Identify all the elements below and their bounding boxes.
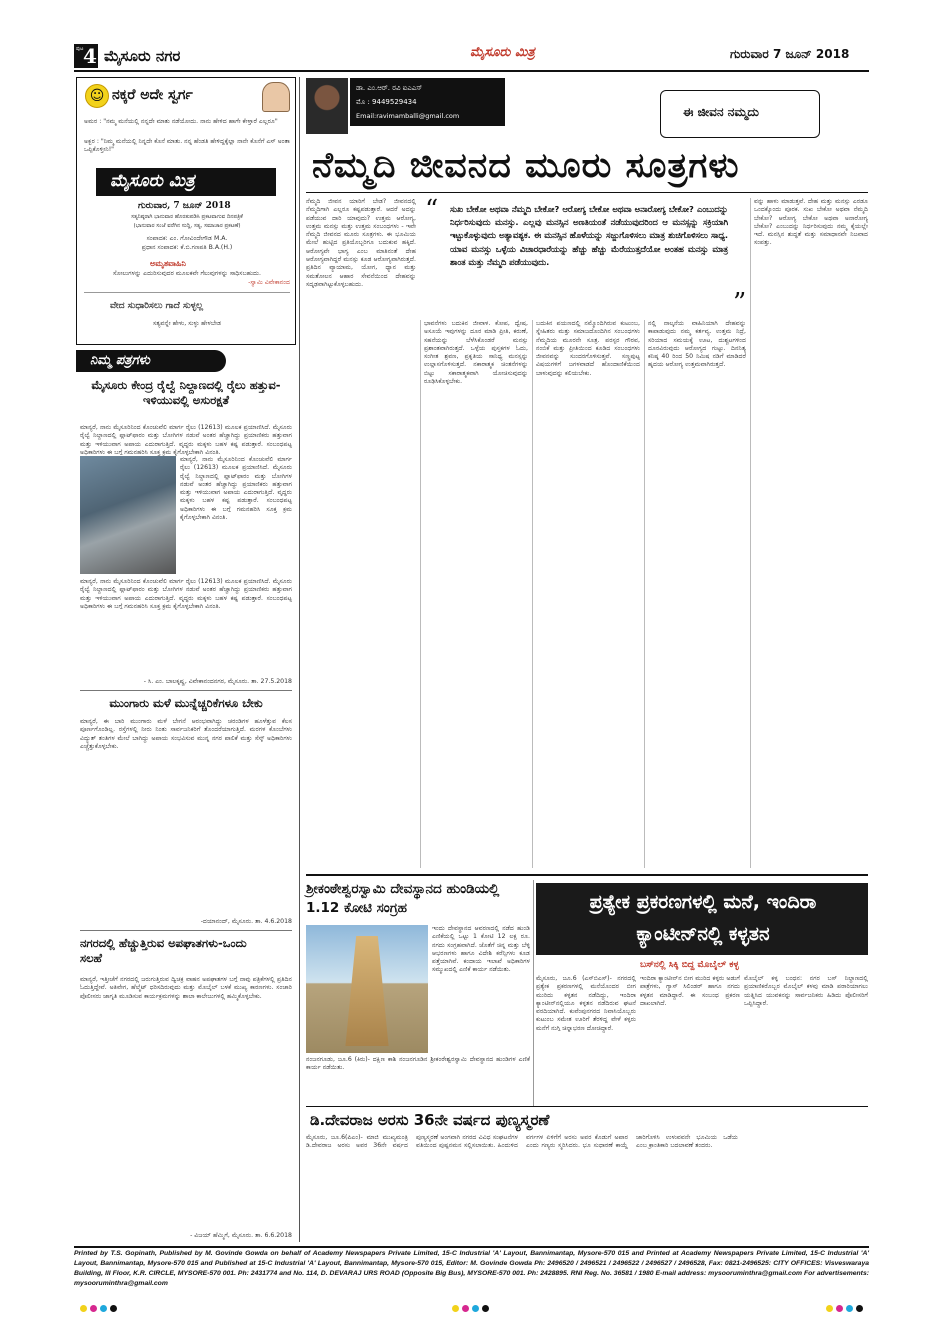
- theft-title: ಪ್ರತ್ಯೇಕ ಪ್ರಕರಣಗಳಲ್ಲಿ ಮನೆ, ಇಂದಿರಾ ಕ್ಯಾಂಟೀನ್‌ನಲ್ಲಿ ಕಳ್ಳತನ: [589, 891, 817, 945]
- footer-imprint: Printed by T.S. Gopinath, Published by M. Govinde Gowda on behalf of Academy Newspapers Private Limited, 15-C Industrial 'A' Layout, Bannimantap, Mysore-570 015 and Printed at Academy Newspapers Private Limited, 15-C Industrial 'A' Layout, Bannimantap, Mysore-570 015 and Published at 15-C Industrial 'A' Layout, Bannimantap, Mysore-570 015, Editor: M. Govinde Gowda Ph: 2496520 / 2496521 / 2496522 / 2496527 / 2496528, Fax: 0821-2496525: CITY OFFICES: Visveswaraya Building, III Floor, K.R. CIRCLE, MYSORE-570 001. Ph: 2431774 and No. 114, D. DEVARAJ URS ROAD (Opposite Big Bus), MYSORE-570 001. Ph: 2428895. RNI Reg. No. 36581 / 1980 E-mail address: mysooruminthra@gmail.com For advertisements: mysooruminthra@gmail.com: [74, 1250, 869, 1287]
- letter2-body: ಮಾನ್ಯರೆ, ಈ ಬಾರಿ ಮುಂಗಾರು ಮಳೆ ಬೇಗನೆ ಆರಂಭವಾಗಿದ್ದು ಚರಂಡಿಗಳ ಹೂಳೆತ್ತುವ ಕೆಲಸ ಪೂರ್ಣಗೊಂಡಿಲ್ಲ. ರಸ್ತೆಗಳಲ್ಲಿ ನೀರು ನಿಂತು ಸಾರ್ವಜನಿಕರಿಗೆ ತೊಂದರೆಯಾಗುತ್ತಿದೆ. ಮರಗಳ ಕೊಂಬೆಗಳು ವಿದ್ಯುತ್ ತಂತಿಗಳ ಮೇಲೆ ಬಾಗಿದ್ದು ಅಪಾಯ ಸಂಭವಿಸುವ ಮುನ್ನ ನಗರ ಪಾಲಿಕೆ ಮತ್ತು ಸೆಸ್ಕ್ ಅಧಿಕಾರಿಗಳು ಎಚ್ಚೆತ್ತುಕೊಳ್ಳಬೇಕು.: [80, 718, 292, 750]
- cartoon-icon: [262, 82, 290, 112]
- letter1-body-lower: ಮಾನ್ಯರೆ, ನಾನು ಮೈಸೂರಿನಿಂದ ಕೊಂಚುವೆಲಿ ಮಾರ್ಗ ರೈಲು (12613) ಮೂಲಕ ಪ್ರಯಾಣಿಸಿದೆ. ಮೈಸೂರು ರೈಲ್ವೆ ನಿಲ್ದಾಣದಲ್ಲಿ ಪ್ಲಾಟ್‌ಫಾರಂ ಮತ್ತು ಬೋಗಿಗಳ ನಡುವೆ ಅಂತರ ಹೆಚ್ಚಾಗಿದ್ದು ಪ್ರಯಾಣಿಕರು ಹತ್ತುವಾಗ ಮತ್ತು ಇಳಿಯುವಾಗ ಅಪಾಯ ಎದುರಾಗುತ್ತಿದೆ. ವೃದ್ಧರು ಮಕ್ಕಳು ಬಹಳ ಕಷ್ಟ ಪಡುತ್ತಾರೆ. ಸಂಬಂಧಪಟ್ಟ ಅಧಿಕಾರಿಗಳು ಈ ಬಗ್ಗೆ ಗಮನಹರಿಸಿ ಸೂಕ್ತ ಕ್ರಮ ಕೈಗೊಳ್ಳಬೇಕಾಗಿ ವಿನಂತಿ.: [80, 578, 292, 610]
- letter2-sign: -ದಯಾನಂದ್, ಮೈಸೂರು. ತಾ. 4.6.2018: [200, 918, 292, 925]
- column-col2: ಭಾವನೆಗಳು ಬದುಕಿನ ಜೀವಾಳ. ಕೋಪ, ದ್ವೇಷ, ಅಸೂಯೆ ಇವುಗಳನ್ನು ದೂರ ಮಾಡಿ ಪ್ರೀತಿ, ಕರುಣೆ, ಸಹನೆಯನ್ನು ಬೆಳೆಸಿಕೊಂಡರೆ ಮನಸ್ಸು ಪ್ರಶಾಂತವಾಗಿರುತ್ತದೆ. ಒಳ್ಳೆಯ ಪುಸ್ತಕಗಳ ಓದು, ಸಂಗೀತ ಶ್ರವಣ, ಪ್ರಕೃತಿಯ ಸಾನಿಧ್ಯ ಮನಸ್ಸನ್ನು ಉಲ್ಲಾಸಗೊಳಿಸುತ್ತದೆ. ನಕಾರಾತ್ಮಕ ಚಿಂತನೆಗಳನ್ನು ಬಿಟ್ಟು ಸಕಾರಾತ್ಮಕವಾಗಿ ಯೋಚಿಸುವುದನ್ನು ರೂಢಿಸಿಕೊಳ್ಳಬೇಕು.: [424, 320, 528, 386]
- motto-divider: [84, 292, 290, 293]
- masthead-logo: ಮೈಸೂರು ಮಿತ್ರ: [110, 171, 195, 191]
- theft-body-1: ಮೈಸೂರು, ಜೂ.6 (ಎಸ್‌ಬಿಎಸ್)- ನಗರದಲ್ಲಿ ಪ್ರತ್ಯೇಕ ಪ್ರಕರಣಗಳಲ್ಲಿ ಮನೆಯೊಂದರ ಬೀಗ ಮುರಿದು ಕಳ್ಳತನ ನಡೆದಿದ್ದು, ಇಂದಿರಾ ಕ್ಯಾಂಟೀನ್‌ನಲ್ಲಿಯೂ ಕಳ್ಳತನ ನಡೆದಿರುವ ಘಟನೆ ವರದಿಯಾಗಿದೆ. ಕುವೆಂಪುನಗರದ ನಿವಾಸಿಯೊಬ್ಬರು ಕುಟುಂಬ ಸಮೇತ ಊರಿಗೆ ತೆರಳಿದ್ದ ವೇಳೆ ಕಳ್ಳರು ಮನೆಗೆ ನುಗ್ಗಿ ಚಿನ್ನಾಭರಣ ದೋಚಿದ್ದಾರೆ.: [536, 975, 636, 1032]
- masthead-line1: ಸತ್ಯನಿಷ್ಠರಾಗಿ ಭಾನುವಾರ ಹೊರತುಪಡಿಸಿ ಪ್ರಕಟವಾಗುವ ದಿನಪತ್ರಿಕೆ: [131, 214, 243, 220]
- page-label: ಪುಟ: [76, 46, 84, 52]
- masthead-editor: ಸಂಪಾದಕ: ಎಂ. ಗೋವಿಂದೇಗೌಡ M.A.: [146, 235, 228, 242]
- temple-rule: [533, 880, 534, 1106]
- column-title: ನೆಮ್ಮದಿ ಜೀವನದ ಮೂರು ಸೂತ್ರಗಳು: [312, 145, 740, 186]
- letter1-body: ಮಾನ್ಯರೆ, ನಾನು ಮೈಸೂರಿನಿಂದ ಕೊಂಚುವೆಲಿ ಮಾರ್ಗ ರೈಲು (12613) ಮೂಲಕ ಪ್ರಯಾಣಿಸಿದೆ. ಮೈಸೂರು ರೈಲ್ವೆ ನಿಲ್ದಾಣದಲ್ಲಿ ಪ್ಲಾಟ್‌ಫಾರಂ ಮತ್ತು ಬೋಗಿಗಳ ನಡುವೆ ಅಂತರ ಹೆಚ್ಚಾಗಿದ್ದು ಪ್ರಯಾಣಿಕರು ಹತ್ತುವಾಗ ಮತ್ತು ಇಳಿಯುವಾಗ ಅಪಾಯ ಎದುರಾಗುತ್ತಿದೆ. ವೃದ್ಧರು ಮಕ್ಕಳು ಬಹಳ ಕಷ್ಟ ಪಡುತ್ತಾರೆ. ಸಂಬಂಧಪಟ್ಟ ಅಧಿಕಾರಿಗಳು ಈ ಬಗ್ಗೆ ಗಮನಹರಿಸಿ ಸೂಕ್ತ ಕ್ರಮ ಕೈಗೊಳ್ಳಬೇಕಾಗಿ ವಿನಂತಿ.: [80, 424, 292, 456]
- motto-sub: ಸತ್ಯವನ್ನೇ ಹೇಳು, ಸುಳ್ಳು ಹೇಳಬೇಡ: [152, 320, 222, 327]
- col-rule-3: [644, 320, 645, 868]
- quote-text: ಸೋಲುಗಳನ್ನು ಎದುರಿಸುವುದರ ಮೂಲಕವೇ ಗೆಲುವುಗಳನ್ನು ಸಾಧಿಸಬಹುದು.: [113, 270, 261, 277]
- temple-caption: ನಂಜನಗೂಡು, ಜೂ.6 (ಕಿರು)- ದಕ್ಷಿಣ ಕಾಶಿ ನಂಜನಗೂಡಿನ ಶ್ರೀಕಂಠೇಶ್ವರಸ್ವಾಮಿ ದೇವಸ್ಥಾನದ ಹುಂಡಿಗಳ ಎಣಿಕೆ ಕಾರ್ಯ ನಡೆಯಿತು.: [306, 1056, 530, 1072]
- letter1-title: ಮೈಸೂರು ಕೇಂದ್ರ ರೈಲ್ವೆ ನಿಲ್ದಾಣದಲ್ಲಿ ರೈಲು ಹತ್ತುವ-ಇಳಿಯುವಲ್ಲಿ ಅಸುರಕ್ಷತೆ: [91, 378, 281, 407]
- laugh-emoji-icon: ☺: [85, 84, 109, 108]
- motto: ವೇದ ಸುಧಾರಿಸಲು ಗಾದೆ ಸುಳ್ಳಲ್ಲ: [110, 301, 204, 311]
- letter3-title: ನಗರದಲ್ಲಿ ಹೆಚ್ಚುತ್ತಿರುವ ಅಪಘಾತಗಳು-ಒಂದು ಸಲಹೆ: [80, 936, 247, 965]
- pullquote: ಸುಖ ಬೇಕೋ ಅಥವಾ ನೆಮ್ಮದಿ ಬೇಕೋ? ಆರೋಗ್ಯ ಬೇಕೋ ಅಥವಾ ಅನಾರೋಗ್ಯ ಬೇಕೋ? ಎಂಬುದನ್ನು ನಿರ್ಧರಿಸುವುದು ಮನಸ್ಸು. ಎಲ್ಲವು ಮನಸ್ಸಿನ ಅಣತಿಯಂತೆ ನಡೆಯುವುದರಿಂದ ಆ ಮನಸ್ಸನ್ನು ಸಕ್ರಿಯಾಗಿ ಇಟ್ಟುಕೊಳ್ಳುವುದು ಅತ್ಯಾವಶ್ಯಕ. ಈ ಮನಸ್ಸಿನ ಹೊಳೆಯನ್ನು ಸಜ್ಜುಗೊಳಿಸಲು ಮಾತ್ರ ಶುಚಿಗೊಳಿಸಲು ಸಾಧ್ಯ. ಯಾವ ಮನಸ್ಸು ಒಳ್ಳೆಯ ವಿಚಾರಧಾರೆಯನ್ನು ಹೆಚ್ಚು ಹೆಚ್ಚು ಮೆರೆಯುತ್ತದೆಯೋ ಅಂತಹ ಮನಸ್ಸು ಮಾತ್ರ ಶಾಂತ ಮತ್ತು ನೆಮ್ಮದಿ ಪಡೆಯುವುದು.: [450, 204, 728, 267]
- letters-section-title: ನಿಮ್ಮ ಪತ್ರಗಳು: [90, 353, 150, 368]
- col-rule-2: [532, 320, 533, 868]
- series-title: ಈ ಜೀವನ ನಮ್ಮದು: [683, 105, 759, 119]
- author-phone: ಮೊ : 9449529434: [356, 98, 417, 106]
- masthead-line2: (ಭಾನುವಾರ ಸಂಜೆ ವರೆಗಿನ ಸುದ್ದಿ, ಸತ್ಯ, ಸಮಾಚಾರ ಪ್ರಕಟಣೆ): [133, 223, 241, 229]
- joke-2: ಅಕ್ಬರ : "ನಿಮ್ಮ ಮನೆಯಲ್ಲಿ ನಿನ್ನದೇ ಕೊನೆ ಮಾತು. ನನ್ನ ಹೆಂಡತಿ ಹೇಳಿದ್ದಕ್ಕೆಲ್ಲಾ ನಾನೇ ಕೊನೆಗೆ ಎಸ್ ಅಂತಾ ಒಪ್ಪಿಕೊಳ್ತೀನಿ!": [84, 138, 290, 154]
- theft-body-2: ಇಂದಿರಾ ಕ್ಯಾಂಟೀನ್‌ನ ಬೀಗ ಮುರಿದ ಕಳ್ಳರು ಅಡುಗೆ ಪಾತ್ರೆಗಳು, ಗ್ಯಾಸ್ ಸಿಲಿಂಡರ್ ಹಾಗೂ ನಗದು ಕಳ್ಳತನ ಮಾಡಿದ್ದಾರೆ. ಈ ಸಂಬಂಧ ಪ್ರಕರಣ ದಾಖಲಾಗಿದೆ.: [640, 975, 740, 1007]
- paper-logo: ಮೈಸೂರು ಮಿತ್ರ: [470, 45, 535, 60]
- section-title: ಮೈಸೂರು ನಗರ: [104, 47, 181, 65]
- cmyk-marks-right: [826, 1297, 866, 1316]
- letter3-body: ಮಾನ್ಯರೆ, ಇತ್ತೀಚೆಗೆ ನಗರದಲ್ಲಿ ಜರುಗುತ್ತಿರುವ ದ್ವಿಚಕ್ರ ವಾಹನ ಅಪಘಾತಗಳ ಬಗ್ಗೆ ನಾವು ಪತ್ರಿಕೆಗಳಲ್ಲಿ ಪ್ರತಿದಿನ ಓದುತ್ತಿದ್ದೇವೆ. ಅತಿವೇಗ, ಹೆಲ್ಮೆಟ್ ಧರಿಸದಿರುವುದು ಮತ್ತು ಮೊಬೈಲ್ ಬಳಕೆ ಮುಖ್ಯ ಕಾರಣಗಳು. ಸಂಚಾರಿ ಪೊಲೀಸರು ಜಾಗೃತಿ ಮೂಡಿಸುವ ಕಾರ್ಯಕ್ರಮಗಳನ್ನು ಶಾಲಾ ಕಾಲೇಜುಗಳಲ್ಲಿ ಹಮ್ಮಿಕೊಳ್ಳಬೇಕು.: [80, 976, 292, 1000]
- joke-1: ಅಮರ : "ನಮ್ಮ ಮನೆಯಲ್ಲಿ ನನ್ನದೇ ಮಾತು ನಡೆಯೋದು. ನಾನು ಹೇಳಿದ ಹಾಗೇ ಕೇಳ್ತಾರೆ ಎಲ್ಲರೂ": [84, 118, 278, 125]
- issue-date: ಗುರುವಾರ 7 ಜೂನ್ 2018: [730, 47, 850, 61]
- temple-body: ಇಂದು ದೇವಸ್ಥಾನದ ಆವರಣದಲ್ಲಿ ನಡೆದ ಹುಂಡಿ ಎಣಿಕೆಯಲ್ಲಿ ಒಟ್ಟು 1 ಕೋಟಿ 12 ಲಕ್ಷ ರೂ. ನಗದು ಸಂಗ್ರಹವಾಗಿದೆ. ಜೊತೆಗೆ ಚಿನ್ನ ಮತ್ತು ಬೆಳ್ಳಿ ಆಭರಣಗಳು ಹಾಗೂ ವಿದೇಶಿ ಕರೆನ್ಸಿಗಳು ಕೂಡ ಪತ್ತೆಯಾಗಿವೆ. ಕಂದಾಯ ಇಲಾಖೆ ಅಧಿಕಾರಿಗಳ ಸಮ್ಮುಖದಲ್ಲಿ ಎಣಿಕೆ ಕಾರ್ಯ ನಡೆಯಿತು.: [432, 925, 530, 974]
- letter2-title: ಮುಂಗಾರು ಮಳೆ ಮುನ್ನೆಚ್ಚರಿಕೆಗಳೂ ಬೇಕು: [109, 696, 263, 710]
- train-photo: [80, 456, 176, 574]
- theft-subtitle: ಬಸ್‌ನಲ್ಲಿ ಸಿಕ್ಕಿ ಬಿದ್ದ ಮೊಬೈಲ್ ಕಳ್ಳ: [640, 960, 739, 970]
- masthead-subeditor: ಪ್ರಧಾನ ಸಂಪಾದಕ: ಕೆ.ಬಿ.ಗಣಪತಿ B.A.(H.): [141, 244, 233, 251]
- letter1-sign: - ಸಿ. ಎಂ. ಬಾಲಕೃಷ್ಣ, ವಿವೇಕಾನಂದನಗರ, ಮೈಸೂರು. ತಾ. 27.5.2018: [143, 678, 292, 685]
- theft-body-3: ಮೊಬೈಲ್ ಕಳ್ಳ ಬಂಧನ: ನಗರ ಬಸ್ ನಿಲ್ದಾಣದಲ್ಲಿ ಪ್ರಯಾಣಿಕರೊಬ್ಬರ ಮೊಬೈಲ್ ಕಳವು ಮಾಡಿ ಪರಾರಿಯಾಗಲು ಯತ್ನಿಸಿದ ಯುವಕನನ್ನು ಸಾರ್ವಜನಿಕರು ಹಿಡಿದು ಪೊಲೀಸರಿಗೆ ಒಪ್ಪಿಸಿದ್ದಾರೆ.: [744, 975, 868, 1007]
- temple-title: ಶ್ರೀಕಂಠೇಶ್ವರಸ್ವಾಮಿ ದೇವಸ್ಥಾನದ ಹುಂಡಿಯಲ್ಲಿ 1.12 ಕೋಟಿ ಸಂಗ್ರಹ: [306, 881, 500, 916]
- author-photo: [306, 78, 348, 134]
- col-rule-1: [420, 320, 421, 868]
- column-title-rule: [306, 192, 868, 193]
- quote-author: -ಸ್ವಾಮಿ ವಿವೇಕಾನಂದ: [248, 279, 290, 286]
- open-quote-icon: “: [425, 195, 439, 225]
- masthead-date: ಗುರುವಾರ, 7 ಜೂನ್ 2018: [138, 201, 231, 211]
- column-col1: ನೆಮ್ಮದಿ ಜೀವನ ಯಾರಿಗೆ ಬೇಡ? ಜೀವನದಲ್ಲಿ ನೆಮ್ಮದಿಗಾಗಿ ಎಲ್ಲರೂ ಕಷ್ಟಪಡುತ್ತಾರೆ. ಆದರೆ ಅದನ್ನು ಪಡೆಯುವ ದಾರಿ ಯಾವುದು? ಉತ್ತಮ ಆರೋಗ್ಯ, ಉತ್ತಮ ಮನಸ್ಸು ಮತ್ತು ಉತ್ತಮ ಸಂಬಂಧಗಳು - ಇವೇ ನೆಮ್ಮದಿ ಜೀವನದ ಮೂರು ಸೂತ್ರಗಳು. ಈ ಭೂಮಿಯ ಮೇಲೆ ಹುಟ್ಟಿದ ಪ್ರತಿಯೊಬ್ಬರಿಗೂ ಬದುಕುವ ಹಕ್ಕಿದೆ. ಆರೋಗ್ಯವೇ ಭಾಗ್ಯ ಎಂಬ ಮಾತಿನಂತೆ ದೇಹ ಆರೋಗ್ಯವಾಗಿದ್ದರೆ ಮನಸ್ಸು ಕೂಡ ಆರೋಗ್ಯವಾಗಿರುತ್ತದೆ. ಪ್ರತಿದಿನ ವ್ಯಾಯಾಮ, ಯೋಗ, ಧ್ಯಾನ ಮತ್ತು ಸಮತೋಲನ ಆಹಾರ ಸೇವನೆಯಿಂದ ದೇಹವನ್ನು ಸದೃಢವಾಗಿಟ್ಟುಕೊಳ್ಳಬಹುದು.: [306, 198, 416, 288]
- author-email: Email:ravimamballi@gmail.com: [356, 112, 460, 120]
- letter-divider-1: [80, 690, 292, 691]
- column-col4: ನಲ್ಲಿ ನಾಲ್ಕನೆಯ ವಾಹಿನಿಯಾಗಿ ದೇಹವನ್ನು ಕಾಪಾಡುವುದು ನಮ್ಮ ಕರ್ತವ್ಯ. ಉತ್ತಮ ನಿದ್ರೆ, ಸರಿಯಾದ ಸಮಯಕ್ಕೆ ಊಟ, ದುಶ್ಚಟಗಳಿಂದ ದೂರವಿರುವುದು ಆರೋಗ್ಯದ ಗುಟ್ಟು. ದಿನನಿತ್ಯ ಕನಿಷ್ಠ 40 ರಿಂದ 50 ನಿಮಿಷ ನಡಿಗೆ ಮಾಡಿದರೆ ಹೃದಯ ಆರೋಗ್ಯ ಉತ್ತಮವಾಗಿರುತ್ತದೆ.: [648, 320, 746, 369]
- devaraj-body: ಮೈಸೂರು, ಜೂ.6(ಪಿಎಂ)- ಮಾಜಿ ಮುಖ್ಯಮಂತ್ರಿ ಡಿ.ದೇವರಾಜ ಅರಸು ಅವರ 36ನೇ ವರ್ಷದ ಪುಣ್ಯಸ್ಮರಣೆ ಅಂಗವಾಗಿ ನಗರದ ವಿವಿಧ ಸಂಘಟನೆಗಳ ವತಿಯಿಂದ ಪುಷ್ಪನಮನ ಸಲ್ಲಿಸಲಾಯಿತು. ಹಿಂದುಳಿದ ವರ್ಗಗಳ ಏಳಿಗೆಗೆ ಅರಸು ಅವರ ಕೊಡುಗೆ ಅಪಾರ ಎಂದು ಗಣ್ಯರು ಸ್ಮರಿಸಿದರು. ಭೂ ಸುಧಾರಣೆ ಕಾಯ್ದೆ ಜಾರಿಗೊಳಿಸಿ ಉಳುವವನೇ ಭೂಮಿಯ ಒಡೆಯ ಎಂಬ ಕ್ರಾಂತಿಕಾರಿ ಬದಲಾವಣೆ ತಂದರು.: [306, 1134, 738, 1150]
- letter3-sign: - ವಿಜಯ್ ಹೆಮ್ಮಿಗೆ, ಮೈಸೂರು. ತಾ. 6.6.2018: [190, 1232, 292, 1239]
- footer-rule: [74, 1246, 869, 1248]
- cmyk-marks-left: [80, 1297, 120, 1316]
- author-name: ಡಾ. ಎಂ.ಆರ್. ರವಿ ಐಎಎಸ್: [356, 84, 423, 92]
- joke-title: ನಕ್ಕರೆ ಅದೇ ಸ್ವರ್ಗ: [112, 87, 193, 103]
- page-number: 4: [83, 44, 97, 68]
- header-rule: [74, 70, 869, 72]
- cmyk-marks-center: [452, 1297, 492, 1316]
- devaraj-title: ಡಿ.ದೇವರಾಜ ಅರಸು 36ನೇ ವರ್ಷದ ಪುಣ್ಯಸ್ಮರಣೆ: [310, 1111, 550, 1129]
- column-col5: ವನ್ನು ಹಾಳು ಮಾಡುತ್ತವೆ. ದೇಹ ಮತ್ತು ಮನಸ್ಸು ಎರಡೂ ಒಂದಕ್ಕೊಂದು ಪೂರಕ. ಸುಖ ಬೇಕೋ ಅಥವಾ ನೆಮ್ಮದಿ ಬೇಕೋ? ಆರೋಗ್ಯ ಬೇಕೋ ಅಥವಾ ಅನಾರೋಗ್ಯ ಬೇಕೋ? ಎಂಬುದನ್ನು ನಿರ್ಧರಿಸುವುದು ನಮ್ಮ ಕೈಯಲ್ಲೇ ಇದೆ. ಮನಸ್ಸಿನ ಶುದ್ಧತೆ ಮತ್ತು ಸಮಾಧಾನವೇ ನಿಜವಾದ ಸಂಪತ್ತು.: [754, 198, 868, 247]
- quote-title: ಅಮೃತವಾಹಿನಿ: [150, 259, 186, 268]
- left-column-rule: [299, 77, 300, 1242]
- column-col3: ಬದುಕಿನ ಪಯಣದಲ್ಲಿ ನಮ್ಮೊಂದಿಗಿರುವ ಕುಟುಂಬ, ಸ್ನೇಹಿತರು ಮತ್ತು ಸಮಾಜದೊಂದಿಗಿನ ಸಂಬಂಧಗಳು ನೆಮ್ಮದಿಯ ಮೂರನೇ ಸೂತ್ರ. ಪರಸ್ಪರ ಗೌರವ, ನಂಬಿಕೆ ಮತ್ತು ಪ್ರೀತಿಯಿಂದ ಕೂಡಿದ ಸಂಬಂಧಗಳು ಜೀವನವನ್ನು ಸುಂದರಗೊಳಿಸುತ್ತವೆ. ಸಣ್ಣಪುಟ್ಟ ವಿಷಯಗಳಿಗೆ ಜಗಳವಾಡದೆ ಹೊಂದಾಣಿಕೆಯಿಂದ ಬಾಳುವುದನ್ನು ಕಲಿಯಬೇಕು.: [536, 320, 640, 377]
- col-rule-4: [750, 198, 751, 868]
- close-quote-icon: ”: [733, 288, 747, 318]
- letter1-body-cont: ಮಾನ್ಯರೆ, ನಾನು ಮೈಸೂರಿನಿಂದ ಕೊಂಚುವೆಲಿ ಮಾರ್ಗ ರೈಲು (12613) ಮೂಲಕ ಪ್ರಯಾಣಿಸಿದೆ. ಮೈಸೂರು ರೈಲ್ವೆ ನಿಲ್ದಾಣದಲ್ಲಿ ಪ್ಲಾಟ್‌ಫಾರಂ ಮತ್ತು ಬೋಗಿಗಳ ನಡುವೆ ಅಂತರ ಹೆಚ್ಚಾಗಿದ್ದು ಪ್ರಯಾಣಿಕರು ಹತ್ತುವಾಗ ಮತ್ತು ಇಳಿಯುವಾಗ ಅಪಾಯ ಎದುರಾಗುತ್ತಿದೆ. ವೃದ್ಧರು ಮಕ್ಕಳು ಬಹಳ ಕಷ್ಟ ಪಡುತ್ತಾರೆ. ಸಂಬಂಧಪಟ್ಟ ಅಧಿಕಾರಿಗಳು ಈ ಬಗ್ಗೆ ಗಮನಹರಿಸಿ ಸೂಕ್ತ ಕ್ರಮ ಕೈಗೊಳ್ಳಬೇಕಾಗಿ ವಿನಂತಿ.: [180, 456, 292, 522]
- column-bottom-rule: [306, 874, 868, 876]
- letter-divider-2: [80, 930, 292, 931]
